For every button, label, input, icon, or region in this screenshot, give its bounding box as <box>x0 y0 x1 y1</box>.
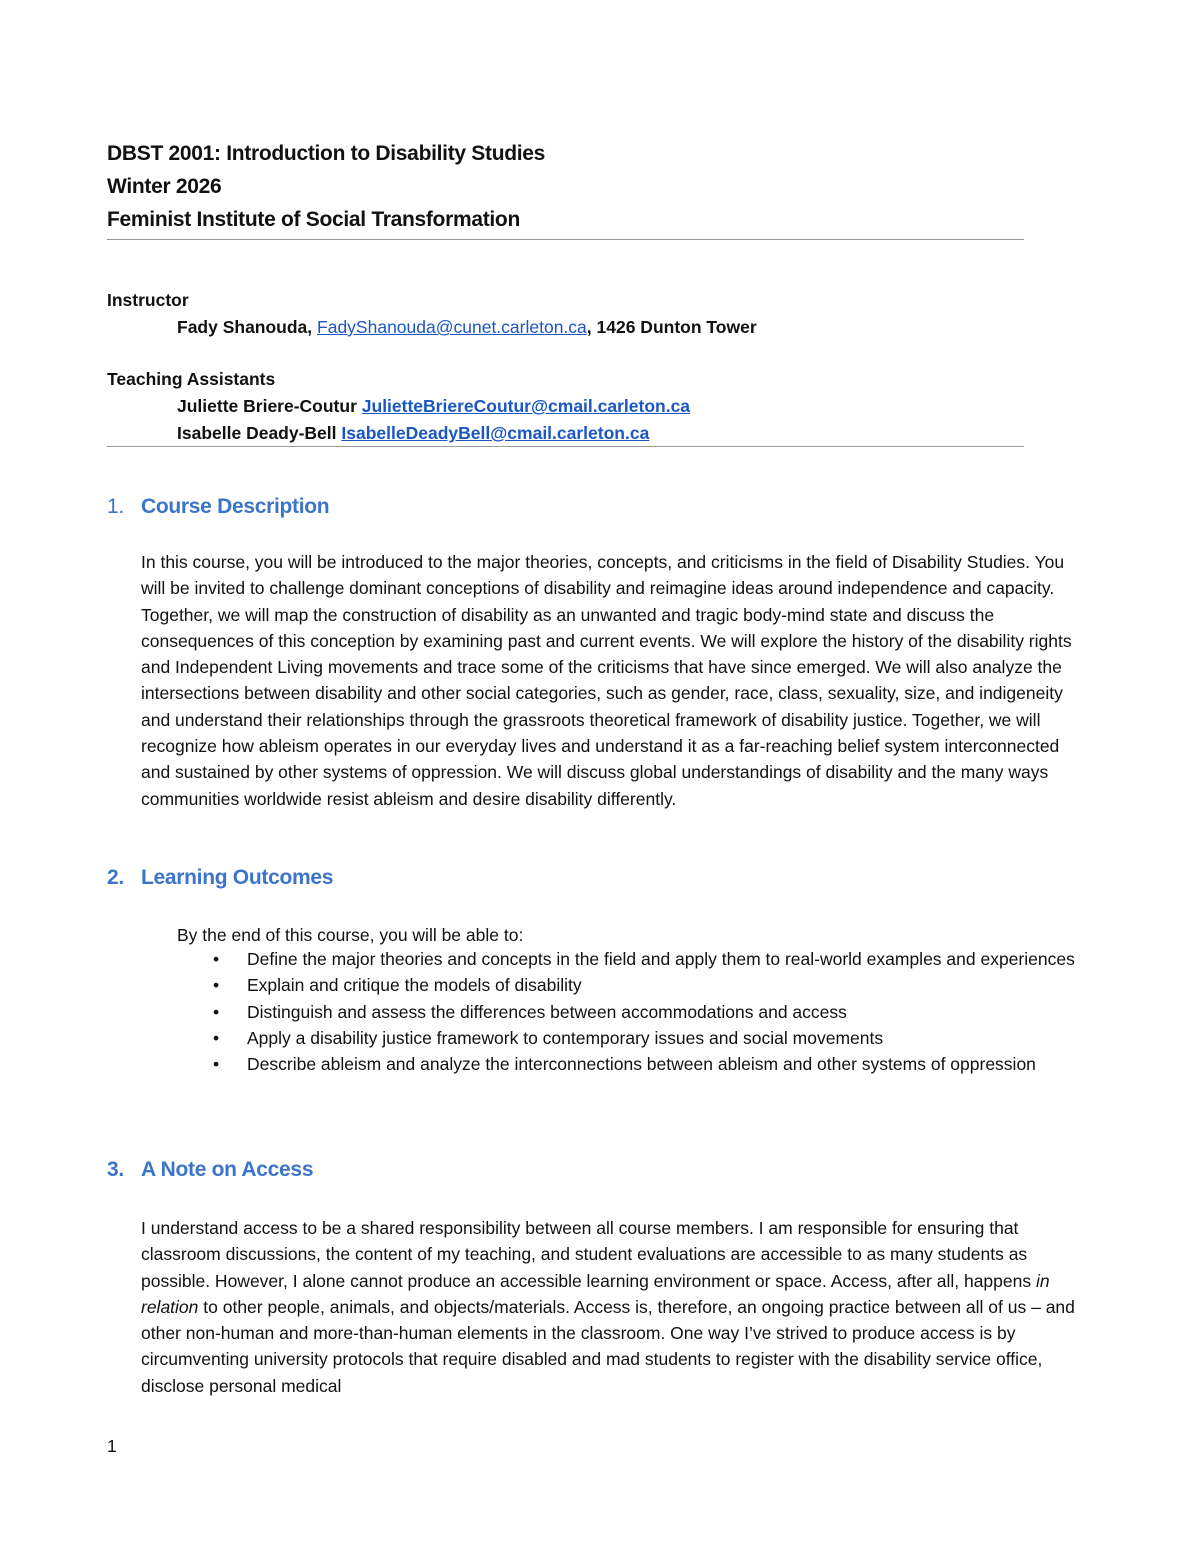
ta-email-link[interactable]: JulietteBriereCoutur@cmail.carleton.ca <box>361 396 691 416</box>
list-item <box>177 946 1087 972</box>
outcome-text: Describe ableism and analyze the interconnections between ableism and other systems of oppression <box>247 1054 1036 1075</box>
outcome-text: Apply a disability justice framework to contemporary issues and social movements <box>247 1027 884 1048</box>
section-number: 1. <box>107 495 124 518</box>
course-title: DBST 2001: Introduction to Disability Studies <box>107 142 546 165</box>
instructor-separator: , <box>307 317 318 337</box>
note-on-access-paragraph <box>141 1215 1093 1399</box>
ta-contact <box>177 423 649 444</box>
paragraph-text: to other people, animals, and objects/materials. Access is, therefore, an ongoing practice between all of us – and other non-human and more-than-human elements in the classroom. One way I’ve strived to produce access is by circumventing university protocols that require disabled and mad students to register with the disability service office, disclose personal medical <box>141 1296 1075 1396</box>
section-title: Course Description <box>141 495 330 518</box>
instructor-name: Fady Shanouda <box>177 317 308 337</box>
bullet-icon: • <box>213 1001 220 1022</box>
contacts-divider <box>107 446 1024 447</box>
ta-email-link[interactable]: IsabelleDeadyBell@cmail.carleton.ca <box>341 423 650 443</box>
section-heading-note-on-access <box>107 1158 313 1182</box>
course-institute: Feminist Institute of Social Transformation <box>107 208 520 231</box>
learning-outcomes-intro: By the end of this course, you will be able to: <box>177 925 524 945</box>
paragraph-text: I understand access to be a shared responsibility between all course members. I am responsible for ensuring that classroom discussions, the content of my teaching, and student evaluations are accessible to as many students as possible. However, I alone cannot produce an accessible learning environment or space. Access, after all, happens <box>141 1218 1036 1291</box>
outcome-text: Explain and critique the models of disability <box>247 975 582 996</box>
bullet-icon: • <box>213 949 220 969</box>
section-title: A Note on Access <box>141 1158 314 1181</box>
section-number: 2. <box>107 866 124 889</box>
bullet-icon: • <box>213 1054 220 1075</box>
ta-name: Juliette Briere-Coutur <box>177 396 357 416</box>
course-term: Winter 2026 <box>107 175 222 198</box>
section-heading-course-description <box>107 495 329 519</box>
outcome-text: Distinguish and assess the differences between accommodations and access <box>247 1001 847 1022</box>
list-item <box>177 999 1087 1025</box>
ta-contact <box>177 396 690 417</box>
learning-outcomes-list <box>177 946 1087 1077</box>
course-description-paragraph: In this course, you will be introduced to the major theories, concepts, and criticisms in the field of Disability Studies. You will be invited to challenge dominant conceptions of disability and reimagine ideas around independence and capacity. Together, we will map the construction of disability as an unwanted and tragic body-mind state and discuss the consequences of this conception by examining past and current events. We will explore the history of the disability rights and Independent Living movements and trace some of the criticisms that have since emerged. We will also analyze the intersections between disability and other social categories, such as gender, race, class, sexuality, size, and indigeneity and understand their relationships through the grassroots theoretical framework of disability justice. Together, we will recognize how ableism operates in our everyday lives and understand it as a far-reaching belief system interconnected and sustained by other systems of oppression. We will discuss global understandings of disability and the many ways communities worldwide resist ableism and desire disability differently. <box>141 552 1072 809</box>
bullet-icon: • <box>213 975 220 996</box>
page-number: 1 <box>107 1436 117 1456</box>
instructor-label: Instructor <box>107 290 189 310</box>
emphasized-text: in relation <box>141 1270 1050 1317</box>
teaching-assistants-label: Teaching Assistants <box>107 369 276 389</box>
instructor-office: 1426 Dunton Tower <box>596 317 757 337</box>
header-divider <box>107 239 1024 240</box>
instructor-separator: , <box>586 317 597 337</box>
list-item <box>177 1051 1087 1077</box>
section-heading-learning-outcomes <box>107 866 333 890</box>
section-number: 3. <box>107 1158 124 1181</box>
list-item <box>177 972 1087 998</box>
instructor-email-link[interactable]: FadyShanouda@cunet.carleton.ca <box>317 317 587 337</box>
section-title: Learning Outcomes <box>141 866 334 889</box>
instructor-contact <box>177 317 757 338</box>
list-item <box>177 1025 1087 1051</box>
bullet-icon: • <box>213 1027 220 1048</box>
ta-name: Isabelle Deady-Bell <box>177 423 337 443</box>
outcome-text: Define the major theories and concepts in the field and apply them to real-world examples and experiences <box>247 949 1075 969</box>
